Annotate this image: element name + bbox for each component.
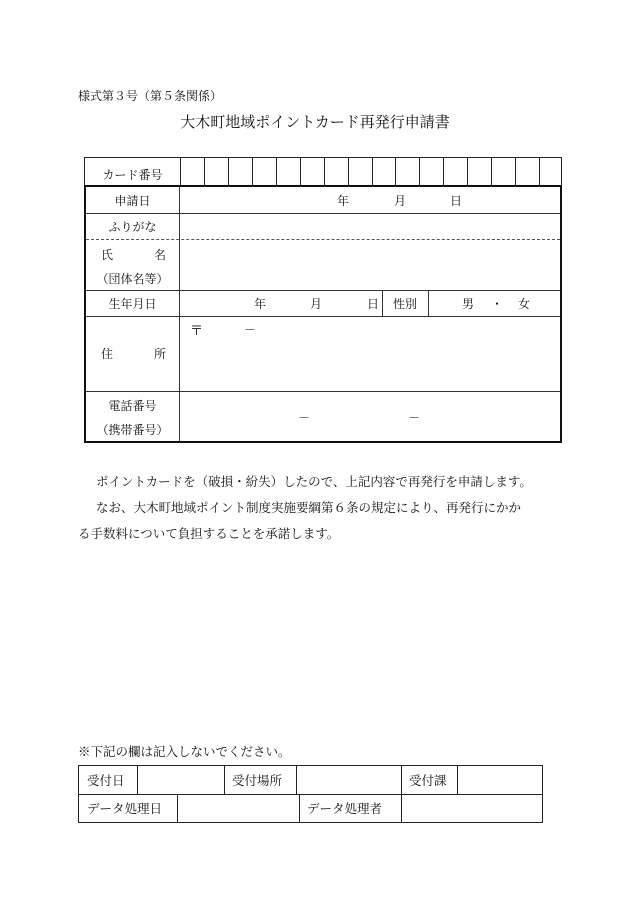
gender-separator: ・	[491, 296, 504, 311]
data-processor-label: データ処理者	[307, 801, 383, 816]
office-col-divider	[137, 766, 138, 794]
row-divider	[86, 316, 560, 317]
postal-mark: 〒	[190, 323, 204, 339]
phone-dash-first: －	[298, 410, 311, 425]
application-month-unit: 月	[394, 193, 407, 208]
application-day-unit: 日	[450, 193, 463, 208]
birth-year-unit: 年	[254, 296, 267, 311]
card-digit-box[interactable]	[539, 158, 563, 186]
phone-label: 電話番号	[108, 398, 157, 413]
card-digit-box[interactable]	[252, 158, 276, 186]
phone-sub-label: （携帯番号）	[96, 422, 169, 437]
received-date-label: 受付日	[87, 773, 125, 788]
birth-month-unit: 月	[310, 296, 323, 311]
card-number-label: カード番号	[102, 168, 163, 182]
card-digit-box[interactable]	[348, 158, 372, 186]
statement-line-1: ポイントカードを（破損・紛失）したので、上記内容で再発行を申請します。	[96, 474, 532, 489]
card-digit-box[interactable]	[467, 158, 491, 186]
card-digit-box[interactable]	[443, 158, 467, 186]
office-col-divider	[177, 794, 178, 822]
name-sub-label: （団体名等）	[96, 271, 169, 286]
name-field[interactable]	[181, 239, 560, 290]
furigana-field[interactable]	[181, 213, 560, 239]
card-digit-box[interactable]	[180, 158, 204, 186]
phone-dash-second: －	[408, 410, 421, 425]
address-label-second: 所	[154, 346, 167, 361]
application-date-label: 申請日	[114, 193, 151, 208]
address-label-first: 住	[101, 346, 114, 361]
card-digit-box[interactable]	[324, 158, 348, 186]
received-section-label: 受付課	[409, 773, 447, 788]
birth-day-unit: 日	[367, 296, 380, 311]
name-label-second: 名	[154, 247, 167, 262]
postal-dash: －	[244, 322, 257, 337]
card-digit-box[interactable]	[515, 158, 539, 186]
furigana-label: ふりがな	[108, 219, 157, 234]
birthdate-label: 生年月日	[108, 296, 157, 311]
gender-female-option[interactable]: 女	[518, 296, 531, 311]
office-col-divider	[401, 794, 402, 822]
office-use-note: ※下記の欄は記入しないでください。	[78, 744, 291, 759]
statement-line-2: なお、大木町地域ポイント制度実施要綱第６条の規定により、再発行にかか	[96, 500, 522, 515]
received-place-label: 受付場所	[232, 773, 283, 788]
application-year-unit: 年	[337, 193, 350, 208]
card-digit-box[interactable]	[395, 158, 419, 186]
label-column-divider	[179, 187, 180, 441]
card-digit-box[interactable]	[228, 158, 252, 186]
name-label-first: 氏	[101, 247, 114, 262]
card-digit-box[interactable]	[276, 158, 300, 186]
office-use-table	[78, 765, 543, 823]
office-col-divider	[457, 766, 458, 794]
card-number-row	[84, 157, 562, 185]
data-processed-date-label: データ処理日	[87, 801, 163, 816]
gender-divider-right	[428, 290, 429, 316]
form-id: 様式第３号（第５条関係）	[78, 89, 223, 103]
card-digit-box[interactable]	[300, 158, 324, 186]
card-digit-box[interactable]	[419, 158, 443, 186]
gender-male-option[interactable]: 男	[462, 296, 475, 311]
card-digit-box[interactable]	[491, 158, 515, 186]
gender-label: 性別	[392, 296, 417, 311]
applicant-frame	[84, 185, 562, 443]
address-field[interactable]	[181, 339, 560, 391]
row-divider	[86, 391, 560, 392]
office-col-divider	[296, 766, 297, 794]
application-date-field[interactable]	[181, 187, 331, 213]
card-digit-box[interactable]	[372, 158, 396, 186]
statement-line-3: る手数料について負担することを承諾します。	[78, 526, 340, 541]
card-digit-box[interactable]	[204, 158, 228, 186]
page-title: 大木町地域ポイントカード再発行申請書	[180, 113, 450, 131]
